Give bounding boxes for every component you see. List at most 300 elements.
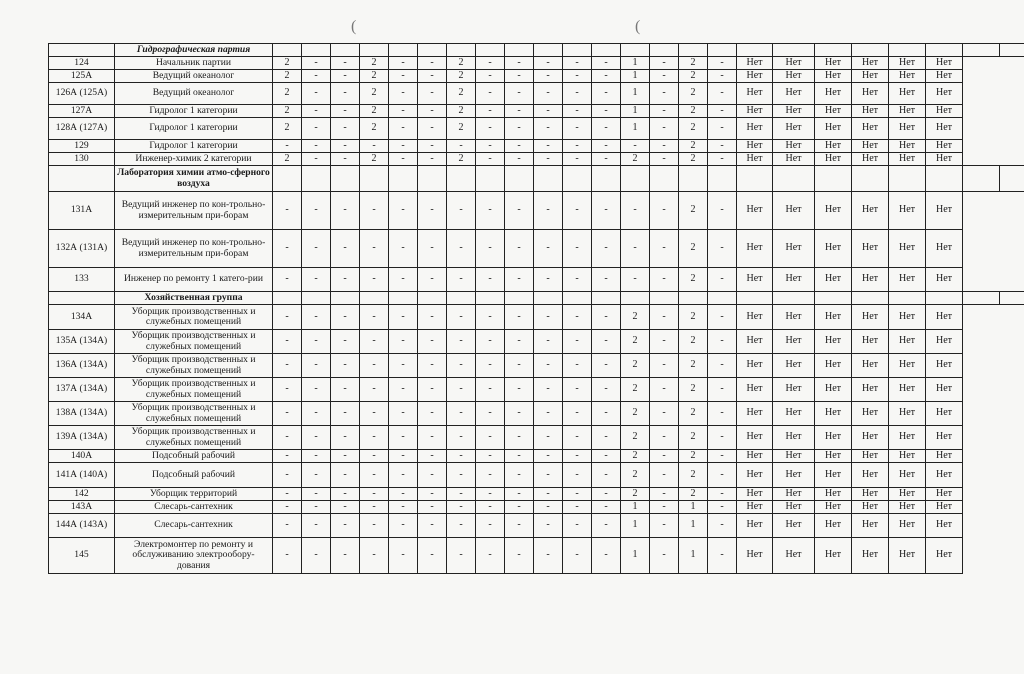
factor-class-cell: 2 xyxy=(679,70,708,83)
guarantee-flag-cell: Нет xyxy=(815,57,852,70)
guarantee-flag-cell: Нет xyxy=(889,83,926,105)
row-number: 144А (143А) xyxy=(49,514,115,538)
factor-class-cell: - xyxy=(331,402,360,426)
row-number: 133 xyxy=(49,268,115,292)
factor-class-cell: - xyxy=(476,268,505,292)
factor-class-cell: - xyxy=(592,378,621,402)
factor-class-cell: 2 xyxy=(273,83,302,105)
factor-class-cell: - xyxy=(273,192,302,230)
empty-cell xyxy=(852,166,889,192)
empty-cell xyxy=(650,292,679,305)
factor-class-cell: - xyxy=(331,118,360,140)
factor-class-cell: - xyxy=(273,463,302,488)
factor-class-cell: - xyxy=(534,268,563,292)
job-title: Уборщик производственных и служебных помещений xyxy=(115,426,273,450)
factor-class-cell: - xyxy=(563,514,592,538)
guarantee-flag-cell: Нет xyxy=(889,514,926,538)
guarantee-flag-cell: Нет xyxy=(852,501,889,514)
guarantee-flag-cell: Нет xyxy=(926,488,963,501)
factor-class-cell: 2 xyxy=(273,105,302,118)
factor-class-cell: - xyxy=(592,538,621,574)
guarantee-flag-cell: Нет xyxy=(815,501,852,514)
factor-class-cell: - xyxy=(389,57,418,70)
empty-cell xyxy=(737,292,773,305)
guarantee-flag-cell: Нет xyxy=(852,57,889,70)
factor-class-cell: - xyxy=(563,268,592,292)
factor-class-cell: 1 xyxy=(621,514,650,538)
guarantee-flag-cell: Нет xyxy=(889,330,926,354)
factor-class-cell: 1 xyxy=(621,538,650,574)
guarantee-flag-cell: Нет xyxy=(852,305,889,330)
table-row xyxy=(49,450,1024,463)
guarantee-flag-cell: Нет xyxy=(815,450,852,463)
guarantee-flag-cell: Нет xyxy=(815,105,852,118)
guarantee-flag-cell: Нет xyxy=(737,514,773,538)
factor-class-cell: - xyxy=(302,192,331,230)
factor-class-cell: - xyxy=(302,70,331,83)
guarantee-flag-cell: Нет xyxy=(926,305,963,330)
factor-class-cell: - xyxy=(302,488,331,501)
factor-class-cell: 2 xyxy=(679,118,708,140)
factor-class-cell: - xyxy=(534,192,563,230)
factor-class-cell: - xyxy=(708,105,737,118)
empty-cell xyxy=(963,166,1000,192)
empty-cell xyxy=(679,166,708,192)
factor-class-cell: - xyxy=(418,153,447,166)
empty-cell xyxy=(708,166,737,192)
factor-class-cell: - xyxy=(505,378,534,402)
factor-class-cell: - xyxy=(447,305,476,330)
factor-class-cell: - xyxy=(418,378,447,402)
factor-class-cell: - xyxy=(360,488,389,501)
factor-class-cell: - xyxy=(447,378,476,402)
job-title: Подсобный рабочий xyxy=(115,450,273,463)
guarantee-flag-cell: Нет xyxy=(773,57,815,70)
factor-class-cell: - xyxy=(534,140,563,153)
factor-class-cell: - xyxy=(360,192,389,230)
empty-cell xyxy=(563,292,592,305)
factor-class-cell: 1 xyxy=(621,83,650,105)
factor-class-cell: - xyxy=(534,70,563,83)
empty-cell xyxy=(592,292,621,305)
factor-class-cell: - xyxy=(476,118,505,140)
factor-class-cell: - xyxy=(592,153,621,166)
factor-class-cell: - xyxy=(708,192,737,230)
empty-cell xyxy=(592,44,621,57)
factor-class-cell: - xyxy=(418,192,447,230)
factor-class-cell: - xyxy=(418,57,447,70)
factor-class-cell: - xyxy=(447,268,476,292)
factor-class-cell: - xyxy=(650,378,679,402)
empty-cell xyxy=(418,166,447,192)
job-title: Слесарь-сантехник xyxy=(115,514,273,538)
factor-class-cell: - xyxy=(563,330,592,354)
guarantee-flag-cell: Нет xyxy=(926,70,963,83)
factor-class-cell: - xyxy=(447,538,476,574)
factor-class-cell: - xyxy=(563,463,592,488)
guarantee-flag-cell: Нет xyxy=(737,450,773,463)
factor-class-cell: - xyxy=(592,450,621,463)
factor-class-cell: - xyxy=(447,354,476,378)
factor-class-cell: - xyxy=(302,105,331,118)
empty-cell xyxy=(273,166,302,192)
factor-class-cell: - xyxy=(302,57,331,70)
table-row xyxy=(49,488,1024,501)
factor-class-cell: 2 xyxy=(360,105,389,118)
guarantee-flag-cell: Нет xyxy=(737,268,773,292)
guarantee-flag-cell: Нет xyxy=(852,105,889,118)
factor-class-cell: - xyxy=(476,450,505,463)
empty-cell xyxy=(447,292,476,305)
guarantee-flag-cell: Нет xyxy=(852,514,889,538)
factor-class-cell: - xyxy=(302,378,331,402)
factor-class-cell: - xyxy=(418,488,447,501)
table-row xyxy=(49,538,1024,574)
guarantee-flag-cell: Нет xyxy=(889,140,926,153)
factor-class-cell: - xyxy=(389,514,418,538)
row-number: 132А (131А) xyxy=(49,230,115,268)
guarantee-flag-cell: Нет xyxy=(773,105,815,118)
guarantee-flag-cell: Нет xyxy=(926,330,963,354)
factor-class-cell: - xyxy=(534,514,563,538)
factor-class-cell: - xyxy=(650,140,679,153)
factor-class-cell: - xyxy=(650,538,679,574)
guarantee-flag-cell: Нет xyxy=(773,538,815,574)
job-title: Уборщик территорий xyxy=(115,488,273,501)
row-number xyxy=(49,44,115,57)
guarantee-flag-cell: Нет xyxy=(852,140,889,153)
empty-cell xyxy=(331,44,360,57)
factor-class-cell: - xyxy=(592,426,621,450)
factor-class-cell: - xyxy=(650,57,679,70)
factor-class-cell: - xyxy=(389,118,418,140)
guarantee-flag-cell: Нет xyxy=(737,463,773,488)
factor-class-cell: - xyxy=(302,305,331,330)
factor-class-cell: - xyxy=(708,463,737,488)
job-title: Инженер-химик 2 категории xyxy=(115,153,273,166)
guarantee-flag-cell: Нет xyxy=(737,105,773,118)
guarantee-flag-cell: Нет xyxy=(815,70,852,83)
factor-class-cell: - xyxy=(534,305,563,330)
row-number: 143А xyxy=(49,501,115,514)
factor-class-cell: 2 xyxy=(360,57,389,70)
factor-class-cell: - xyxy=(708,402,737,426)
factor-class-cell: - xyxy=(621,140,650,153)
factor-class-cell: - xyxy=(650,192,679,230)
factor-class-cell: - xyxy=(302,538,331,574)
factor-class-cell: - xyxy=(476,305,505,330)
section-title: Хозяйственная группа xyxy=(115,292,273,305)
empty-cell xyxy=(679,292,708,305)
empty-cell xyxy=(505,166,534,192)
factor-class-cell: - xyxy=(331,230,360,268)
factor-class-cell: - xyxy=(389,140,418,153)
factor-class-cell: - xyxy=(331,514,360,538)
factor-class-cell: - xyxy=(331,378,360,402)
factor-class-cell: - xyxy=(505,83,534,105)
factor-class-cell: - xyxy=(534,118,563,140)
factor-class-cell: - xyxy=(534,354,563,378)
factor-class-cell: - xyxy=(534,538,563,574)
factor-class-cell: - xyxy=(302,514,331,538)
empty-cell xyxy=(534,292,563,305)
job-title: Подсобный рабочий xyxy=(115,463,273,488)
factor-class-cell: - xyxy=(447,192,476,230)
factor-class-cell: - xyxy=(563,118,592,140)
factor-class-cell: - xyxy=(563,501,592,514)
factor-class-cell: 2 xyxy=(679,230,708,268)
guarantee-flag-cell: Нет xyxy=(773,354,815,378)
factor-class-cell: - xyxy=(505,57,534,70)
row-number: 138А (134А) xyxy=(49,402,115,426)
guarantee-flag-cell: Нет xyxy=(737,538,773,574)
factor-class-cell: - xyxy=(708,230,737,268)
empty-cell xyxy=(1000,292,1024,305)
factor-class-cell: - xyxy=(592,105,621,118)
factor-class-cell: - xyxy=(650,268,679,292)
empty-cell xyxy=(889,166,926,192)
factor-class-cell: 2 xyxy=(679,463,708,488)
factor-class-cell: - xyxy=(621,268,650,292)
factor-class-cell: 2 xyxy=(679,57,708,70)
factor-class-cell: - xyxy=(447,230,476,268)
factor-class-cell: - xyxy=(418,118,447,140)
table-row xyxy=(49,83,1024,105)
factor-class-cell: 2 xyxy=(621,450,650,463)
factor-class-cell: - xyxy=(534,501,563,514)
guarantee-flag-cell: Нет xyxy=(773,426,815,450)
factor-class-cell: - xyxy=(360,230,389,268)
table-row xyxy=(49,463,1024,488)
factor-class-cell: - xyxy=(592,83,621,105)
factor-class-cell: - xyxy=(592,118,621,140)
guarantee-flag-cell: Нет xyxy=(889,57,926,70)
factor-class-cell: - xyxy=(273,378,302,402)
row-number: 141А (140А) xyxy=(49,463,115,488)
table-row xyxy=(49,501,1024,514)
factor-class-cell: - xyxy=(476,140,505,153)
guarantee-flag-cell: Нет xyxy=(737,230,773,268)
guarantee-flag-cell: Нет xyxy=(737,426,773,450)
factor-class-cell: - xyxy=(563,450,592,463)
guarantee-flag-cell: Нет xyxy=(815,514,852,538)
factor-class-cell: - xyxy=(621,230,650,268)
empty-cell xyxy=(563,44,592,57)
row-number: 135А (134А) xyxy=(49,330,115,354)
factor-class-cell: 2 xyxy=(273,57,302,70)
factor-class-cell: - xyxy=(534,426,563,450)
guarantee-flag-cell: Нет xyxy=(926,514,963,538)
empty-cell xyxy=(273,292,302,305)
guarantee-flag-cell: Нет xyxy=(773,488,815,501)
empty-cell xyxy=(679,44,708,57)
empty-cell xyxy=(889,44,926,57)
guarantee-flag-cell: Нет xyxy=(737,140,773,153)
empty-cell xyxy=(773,166,815,192)
guarantee-flag-cell: Нет xyxy=(773,378,815,402)
factor-class-cell: - xyxy=(447,501,476,514)
guarantee-flag-cell: Нет xyxy=(889,426,926,450)
factor-class-cell: - xyxy=(476,354,505,378)
factor-class-cell: 2 xyxy=(273,118,302,140)
factor-class-cell: 1 xyxy=(621,57,650,70)
empty-cell xyxy=(621,166,650,192)
factor-class-cell: 1 xyxy=(679,514,708,538)
factor-class-cell: - xyxy=(708,501,737,514)
factor-class-cell: 2 xyxy=(621,305,650,330)
factor-class-cell: - xyxy=(331,57,360,70)
guarantee-flag-cell: Нет xyxy=(926,192,963,230)
empty-cell xyxy=(963,292,1000,305)
table-row xyxy=(49,192,1024,230)
factor-class-cell: - xyxy=(505,501,534,514)
factor-class-cell: - xyxy=(534,488,563,501)
factor-class-cell: - xyxy=(360,501,389,514)
factor-class-cell: - xyxy=(331,105,360,118)
job-title: Уборщик производственных и служебных помещений xyxy=(115,354,273,378)
empty-cell xyxy=(534,44,563,57)
factor-class-cell: 2 xyxy=(447,118,476,140)
factor-class-cell: - xyxy=(447,463,476,488)
factor-class-cell: - xyxy=(418,354,447,378)
row-number: 134А xyxy=(49,305,115,330)
empty-cell xyxy=(360,44,389,57)
factor-class-cell: - xyxy=(476,70,505,83)
table-row xyxy=(49,105,1024,118)
empty-cell xyxy=(621,44,650,57)
factor-class-cell: - xyxy=(447,514,476,538)
factor-class-cell: 2 xyxy=(621,378,650,402)
factor-class-cell: - xyxy=(389,538,418,574)
factor-class-cell: - xyxy=(563,153,592,166)
factor-class-cell: - xyxy=(650,330,679,354)
guarantee-flag-cell: Нет xyxy=(852,426,889,450)
job-title: Ведущий океанолог xyxy=(115,83,273,105)
empty-cell xyxy=(389,292,418,305)
factor-class-cell: - xyxy=(418,105,447,118)
row-number: 139А (134А) xyxy=(49,426,115,450)
factor-class-cell: - xyxy=(302,501,331,514)
factor-class-cell: - xyxy=(418,463,447,488)
job-title: Уборщик производственных и служебных помещений xyxy=(115,402,273,426)
factor-class-cell: - xyxy=(505,426,534,450)
factor-class-cell: - xyxy=(708,378,737,402)
guarantee-flag-cell: Нет xyxy=(815,83,852,105)
factor-class-cell: - xyxy=(708,330,737,354)
guarantee-flag-cell: Нет xyxy=(737,305,773,330)
row-number: 140А xyxy=(49,450,115,463)
factor-class-cell: - xyxy=(476,538,505,574)
factor-class-cell: - xyxy=(418,330,447,354)
empty-cell xyxy=(1000,44,1024,57)
factor-class-cell: - xyxy=(331,426,360,450)
guarantee-flag-cell: Нет xyxy=(815,192,852,230)
guarantee-flag-cell: Нет xyxy=(737,402,773,426)
factor-class-cell: - xyxy=(563,378,592,402)
job-title: Ведущий инженер по кон-трольно-измерительным при-борам xyxy=(115,192,273,230)
table-row xyxy=(49,378,1024,402)
guarantee-flag-cell: Нет xyxy=(737,354,773,378)
factor-class-cell: - xyxy=(708,70,737,83)
factor-class-cell: 2 xyxy=(679,192,708,230)
guarantee-flag-cell: Нет xyxy=(815,230,852,268)
factor-class-cell: - xyxy=(418,501,447,514)
guarantee-flag-cell: Нет xyxy=(889,450,926,463)
guarantee-flag-cell: Нет xyxy=(737,488,773,501)
factor-class-cell: - xyxy=(476,57,505,70)
guarantee-flag-cell: Нет xyxy=(737,118,773,140)
factor-class-cell: - xyxy=(331,192,360,230)
factor-class-cell: - xyxy=(592,330,621,354)
factor-class-cell: - xyxy=(563,192,592,230)
factor-class-cell: - xyxy=(534,57,563,70)
guarantee-flag-cell: Нет xyxy=(773,402,815,426)
factor-class-cell: - xyxy=(650,305,679,330)
guarantee-flag-cell: Нет xyxy=(889,488,926,501)
table-row xyxy=(49,354,1024,378)
factor-class-cell: - xyxy=(389,426,418,450)
row-number: 124 xyxy=(49,57,115,70)
guarantee-flag-cell: Нет xyxy=(815,330,852,354)
attestation-table xyxy=(48,43,988,574)
factor-class-cell: - xyxy=(331,305,360,330)
factor-class-cell: 2 xyxy=(621,463,650,488)
table-row xyxy=(49,70,1024,83)
guarantee-flag-cell: Нет xyxy=(926,83,963,105)
factor-class-cell: - xyxy=(476,330,505,354)
factor-class-cell: - xyxy=(563,230,592,268)
empty-cell xyxy=(505,292,534,305)
factor-class-cell: - xyxy=(389,105,418,118)
factor-class-cell: - xyxy=(563,57,592,70)
guarantee-flag-cell: Нет xyxy=(926,463,963,488)
factor-class-cell: - xyxy=(389,463,418,488)
factor-class-cell: - xyxy=(592,268,621,292)
factor-class-cell: - xyxy=(302,153,331,166)
row-number: 126А (125А) xyxy=(49,83,115,105)
factor-class-cell: 2 xyxy=(679,426,708,450)
factor-class-cell: - xyxy=(563,305,592,330)
factor-class-cell: - xyxy=(447,402,476,426)
job-title: Уборщик производственных и служебных помещений xyxy=(115,378,273,402)
guarantee-flag-cell: Нет xyxy=(737,330,773,354)
factor-class-cell: - xyxy=(592,488,621,501)
empty-cell xyxy=(815,166,852,192)
factor-class-cell: - xyxy=(505,153,534,166)
factor-class-cell: - xyxy=(360,330,389,354)
guarantee-flag-cell: Нет xyxy=(737,378,773,402)
job-title: Гидролог 1 категории xyxy=(115,105,273,118)
factor-class-cell: - xyxy=(505,354,534,378)
factor-class-cell: - xyxy=(331,501,360,514)
empty-cell xyxy=(505,44,534,57)
empty-cell xyxy=(476,44,505,57)
factor-class-cell: - xyxy=(505,70,534,83)
factor-class-cell: - xyxy=(273,501,302,514)
factor-class-cell: 2 xyxy=(621,354,650,378)
factor-class-cell: - xyxy=(418,305,447,330)
factor-class-cell: - xyxy=(505,402,534,426)
guarantee-flag-cell: Нет xyxy=(889,538,926,574)
factor-class-cell: - xyxy=(563,354,592,378)
factor-class-cell: 2 xyxy=(273,153,302,166)
empty-cell xyxy=(926,166,963,192)
empty-cell xyxy=(773,44,815,57)
empty-cell xyxy=(389,166,418,192)
guarantee-flag-cell: Нет xyxy=(773,514,815,538)
job-title: Ведущий инженер по кон-трольно-измерительным при-борам xyxy=(115,230,273,268)
factor-class-cell: - xyxy=(273,450,302,463)
